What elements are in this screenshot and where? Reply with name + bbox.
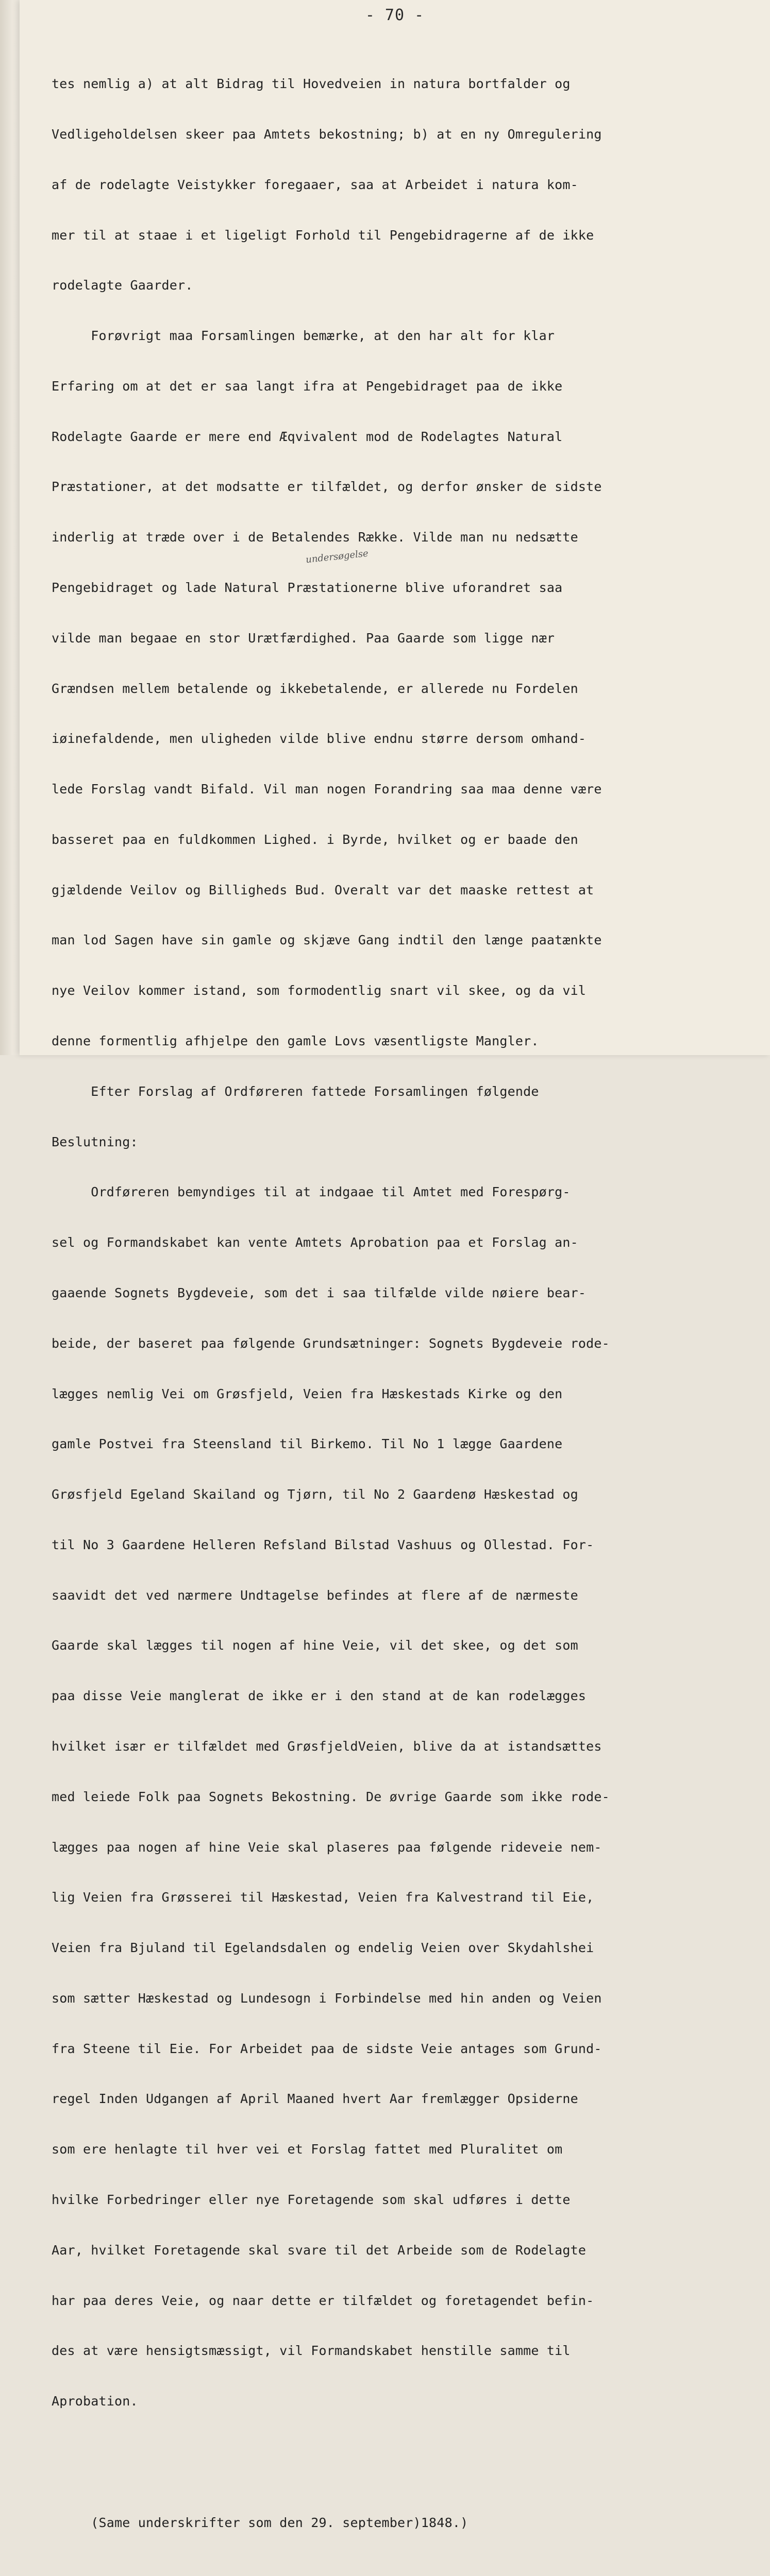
text-line: lægges nemlig Vei om Grøsfjeld, Veien fra Hæskestads Kirke og den [52,1386,563,1401]
text-line: tes nemlig a) at alt Bidrag til Hovedveien in natura bortfalder og [52,76,571,92]
text-line: beide, der baseret paa følgende Grundsætninger: Sognets Bygdeveie rode- [52,1335,610,1351]
text-line: Erfaring om at det er saa langt ifra at Pengebidraget paa de ikke [52,378,563,394]
text-line: som sætter Hæskestad og Lundesogn i Forbindelse med hin anden og Veien [52,1990,602,2006]
text-line: saavidt det ved nærmere Undtagelse befindes at flere af de nærmeste [52,1587,578,1603]
text-line: lig Veien fra Grøsserei til Hæskestad, Veien fra Kalvestrand til Eie, [52,1890,594,1905]
spacer [52,2565,763,2576]
text-line: denne formentlig afhjelpe den gamle Lovs væsentligste Mangler. [52,1033,539,1049]
spacer [52,2461,763,2481]
text-line: Aprobation. [52,2394,138,2409]
text-line: regel Inden Udgangen af April Maaned hvert Aar fremlægger Opsiderne [52,2091,578,2107]
text-line: man lod Sagen have sin gamle og skjæve Gang indtil den længe paatænkte [52,933,602,948]
text-line: Præstationer, at det modsatte er tilfældet, og derfor ønsker de sidste [52,479,602,495]
text-line: rodelagte Gaarder. [52,278,193,293]
text-line: Gaarde skal lægges til nogen af hine Veie, vil det skee, og det som [52,1638,578,1653]
text-line: Pengebidraget og lade Natural Præstationerne blive uforandret saa [52,580,563,595]
text-line: som ere henlagte til hver vei et Forslag fattet med Pluralitet om [52,2142,563,2157]
text-line: Grøsfjeld Egeland Skailand og Tjørn, til No 2 Gaardenø Hæskestad og [52,1487,578,1502]
text-line: Beslutning: [52,1134,138,1149]
text-line: vilde man begaae en stor Urætfærdighed. Paa Gaarde som ligge nær [52,630,555,646]
text-line: Efter Forslag af Ordføreren fattede Forsamlingen følgende [52,1083,539,1099]
text-line: inderlig at træde over i de Betalendes Række. Vilde man nu nedsætte [52,530,578,545]
text-line: Veien fra Bjuland til Egelandsdalen og endelig Veien over Skydahlshei [52,1940,594,1956]
text-line: Aar, hvilket Foretagende skal svare til det Arbeide som de Rodelagte [52,2242,587,2258]
text-line: iøinefaldende, men uligheden vilde blive endnu større dersom omhand- [52,731,587,747]
text-line: gamle Postvei fra Steensland til Birkemo. Til No 1 lægge Gaardene [52,1436,563,1452]
text-line: mer til at staae i et ligeligt Forhold til Pengebidragerne af de ikke [52,227,594,243]
text-line: har paa deres Veie, og naar dette er tilfældet og foretagendet befin- [52,2293,594,2308]
text-line: Grændsen mellem betalende og ikkebetalende, er allerede nu Fordelen [52,681,578,696]
text-line: Rodelagte Gaarde er mere end Æqvivalent mod de Rodelagtes Natural [52,429,563,444]
text-line: med leiede Folk paa Sognets Bekostning. De øvrige Gaarde som ikke rode- [52,1789,610,1804]
text-line: Vedligeholdelsen skeer paa Amtets bekostning; b) at en ny Omregulering [52,126,602,142]
body-text [52,42,763,2576]
text-line: sel og Formandskabet kan vente Amtets Aprobation paa et Forslag an- [52,1235,578,1250]
text-line: af de rodelagte Veistykker foregaaer, saa at Arbeidet i natura kom- [52,177,578,192]
handwritten-note: undersøgelse [305,548,369,566]
text-line: nye Veilov kommer istand, som formodentlig snart vil skee, og da vil [52,983,587,998]
text-line: lægges paa nogen af hine Veie skal plaseres paa følgende rideveie nem- [52,1839,602,1855]
text-line: gjældende Veilov og Billigheds Bud. Overalt var det maaske rettest at [52,882,594,897]
text-line: hvilket især er tilfældet med GrøsfjeldVeien, blive da at istandsættes [52,1738,602,1754]
text-line: Ordføreren bemyndiges til at indgaae til Amtet med Forespørg- [52,1184,571,1200]
page-number: - 70 - [365,6,425,24]
text-line: basseret paa en fuldkommen Lighed. i Byrde, hvilket og er baade den [52,832,578,847]
signature-line: (Same underskrifter som den 29. september)1848.) [52,2515,468,2530]
text-line: til No 3 Gaardene Helleren Refsland Bilstad Vashuus og Ollestad. For- [52,1537,594,1552]
text-line: lede Forslag vandt Bifald. Vil man nogen Forandring saa maa denne være [52,782,602,797]
text-line: hvilke Forbedringer eller nye Foretagende som skal udføres i dette [52,2192,571,2207]
text-line: paa disse Veie manglerat de ikke er i den stand at de kan rodelægges [52,1688,587,1704]
text-line: Forøvrigt maa Forsamlingen bemærke, at den har alt for klar [52,328,555,344]
text-line: des at være hensigtsmæssigt, vil Formandskabet henstille samme til [52,2343,571,2359]
text-line: fra Steene til Eie. For Arbeidet paa de sidste Veie antages som Grund- [52,2041,602,2056]
text-line: gaaende Sognets Bygdeveie, som det i saa tilfælde vilde nøiere bear- [52,1285,587,1300]
document-page [20,0,770,2530]
